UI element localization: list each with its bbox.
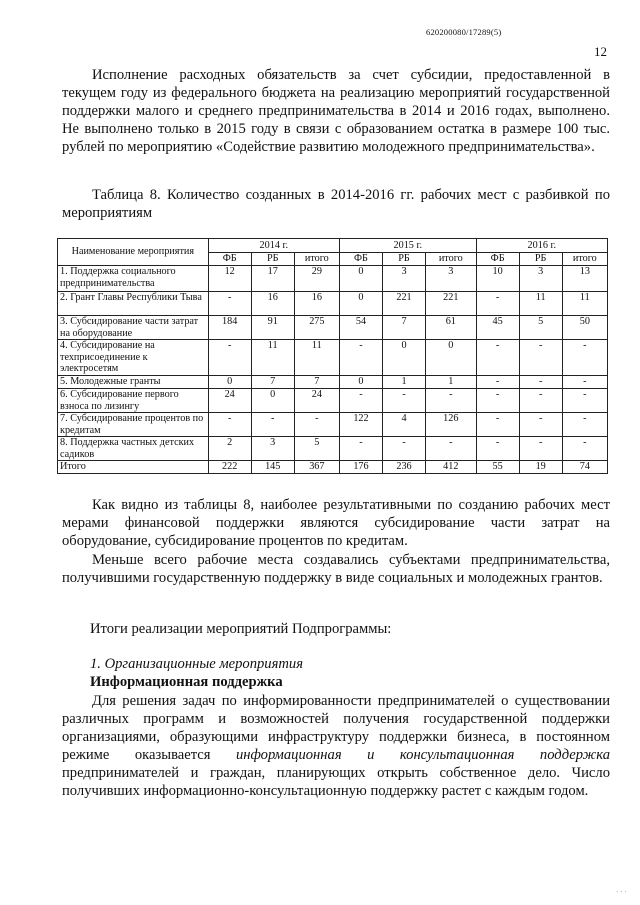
- row-event-name: 7. Субсидирование процентов по кредитам: [58, 413, 209, 437]
- table-cell: 24: [294, 389, 339, 413]
- paragraph-text: Исполнение расходных обязательств за счет субсидии, предоставленной в текущем году из федерального бюджета на реализацию мероприятий государственной поддержки малого и среднего предпринимательства в 2014 и 2016 годах, выполнено. Не выполнено только в 2015 году в связи с образованием остатка в размере 100 тыс. рублей по мероприятию «Содействие развитию молодежного предпринимательства».: [62, 67, 610, 155]
- table-cell: -: [562, 437, 607, 461]
- table-cell: 5: [294, 437, 339, 461]
- table-cell: 236: [382, 461, 425, 474]
- table-cell: 0: [339, 266, 382, 292]
- emphasis-text: информационная и консультационная поддержка: [235, 747, 610, 763]
- paragraph-text: Как видно из таблицы 8, наиболее результативными по созданию рабочих мест мерами финансовой поддержки являются субсидирование части затрат на оборудование, субсидирование процентов по кредитам.: [62, 497, 610, 549]
- table-cell: 7: [294, 376, 339, 389]
- table-cell: 221: [382, 292, 425, 316]
- table-cell: -: [519, 340, 562, 376]
- table-cell: 55: [476, 461, 519, 474]
- header-year-2016: 2016 г.: [476, 239, 607, 253]
- header-rb: РБ: [519, 253, 562, 266]
- row-event-name: 1. Поддержка социального предпринимательства: [58, 266, 209, 292]
- page-number: 12: [594, 44, 607, 59]
- paragraph-subsidy-execution: [62, 66, 610, 156]
- table-cell: -: [476, 413, 519, 437]
- table-cell: -: [382, 437, 425, 461]
- table-cell: 275: [294, 316, 339, 340]
- table-cell: 184: [208, 316, 251, 340]
- table-cell: -: [208, 340, 251, 376]
- paragraph-least-effective: [62, 551, 610, 587]
- table-cell: 145: [251, 461, 294, 474]
- table-cell: 54: [339, 316, 382, 340]
- table-cell: 0: [339, 292, 382, 316]
- table-cell: 29: [294, 266, 339, 292]
- table-cell: 50: [562, 316, 607, 340]
- row-event-name: 3. Субсидирование части затрат на оборудование: [58, 316, 209, 340]
- table-cell: -: [339, 340, 382, 376]
- header-year-2014: 2014 г.: [208, 239, 339, 253]
- table-cell: 122: [339, 413, 382, 437]
- table-cell: 3: [519, 266, 562, 292]
- table-cell: 12: [208, 266, 251, 292]
- row-event-name: 2. Грант Главы Республики Тыва: [58, 292, 209, 316]
- table-cell: -: [562, 340, 607, 376]
- table-cell: 7: [251, 376, 294, 389]
- header-fb: ФБ: [208, 253, 251, 266]
- table-cell: 367: [294, 461, 339, 474]
- row-event-name: 5. Молодежные гранты: [58, 376, 209, 389]
- header-total: итого: [426, 253, 477, 266]
- table-row: [58, 292, 608, 316]
- table-cell: -: [519, 413, 562, 437]
- table-cell: 17: [251, 266, 294, 292]
- table-cell: -: [426, 389, 477, 413]
- table-cell: 1: [382, 376, 425, 389]
- table-cell: 2: [208, 437, 251, 461]
- table-cell: 0: [339, 376, 382, 389]
- table-cell: 3: [382, 266, 425, 292]
- scan-mark: · · ·: [616, 888, 627, 896]
- table-cell: 412: [426, 461, 477, 474]
- table-cell: -: [519, 437, 562, 461]
- jobs-created-table: [57, 238, 608, 474]
- table-cell: -: [562, 413, 607, 437]
- row-event-name: Итого: [58, 461, 209, 474]
- table-cell: 3: [251, 437, 294, 461]
- table-row: [58, 376, 608, 389]
- table-cell: 11: [519, 292, 562, 316]
- table-cell: 11: [251, 340, 294, 376]
- table-cell: -: [476, 389, 519, 413]
- table-cell: -: [519, 389, 562, 413]
- table-cell: 61: [426, 316, 477, 340]
- table-cell: -: [251, 413, 294, 437]
- table-cell: -: [476, 292, 519, 316]
- header-year-2015: 2015 г.: [339, 239, 476, 253]
- table-row: [58, 266, 608, 292]
- table-cell: 0: [251, 389, 294, 413]
- paragraph-text: Меньше всего рабочие места создавались субъектами предпринимательства, получившими государственную поддержку в виде социальных и молодежных грантов.: [62, 552, 610, 586]
- table-cell: 45: [476, 316, 519, 340]
- table-cell: -: [476, 376, 519, 389]
- table-cell: -: [562, 389, 607, 413]
- section-heading-organizational: 1. Организационные мероприятия: [90, 656, 304, 672]
- header-fb: ФБ: [476, 253, 519, 266]
- table-cell: 1: [426, 376, 477, 389]
- table-cell: -: [208, 292, 251, 316]
- table-cell: 24: [208, 389, 251, 413]
- table-cell: 176: [339, 461, 382, 474]
- paragraph-text: Для решения задач по информированности предпринимателей о существовании различных программ и возможностей получения государственной поддержки организациями, образующими инфраструктуру поддержки бизнеса, в постоянном режиме оказывается: [62, 693, 610, 763]
- table-cell: 13: [562, 266, 607, 292]
- table-cell: 222: [208, 461, 251, 474]
- table-cell: 7: [382, 316, 425, 340]
- table-cell: 91: [251, 316, 294, 340]
- table-row: [58, 437, 608, 461]
- paragraph-most-effective: [62, 496, 610, 550]
- document-id: 620200080/17289(5): [426, 27, 502, 37]
- table-cell: 5: [519, 316, 562, 340]
- section-intro: Итоги реализации мероприятий Подпрограммы:: [90, 621, 392, 637]
- table-cell: -: [382, 389, 425, 413]
- table-body: [58, 266, 608, 474]
- table-cell: -: [476, 340, 519, 376]
- table-cell: -: [476, 437, 519, 461]
- header-total: итого: [294, 253, 339, 266]
- table-cell: 0: [208, 376, 251, 389]
- table-cell: 126: [426, 413, 477, 437]
- table-caption: [62, 186, 610, 222]
- table-cell: 10: [476, 266, 519, 292]
- paragraph-text: предпринимателей и граждан, планирующих открыть собственное дело. Число получивших информационно-консультационную поддержку растет с каждым годом.: [62, 765, 610, 799]
- table-cell: -: [208, 413, 251, 437]
- table-cell: -: [339, 389, 382, 413]
- table-cell: -: [519, 376, 562, 389]
- table-row: [58, 340, 608, 376]
- table-cell: 0: [426, 340, 477, 376]
- table-cell: -: [562, 376, 607, 389]
- table-cell: 19: [519, 461, 562, 474]
- table-cell: 74: [562, 461, 607, 474]
- table-row: [58, 461, 608, 474]
- table-cell: 16: [294, 292, 339, 316]
- table-row: [58, 413, 608, 437]
- table-cell: 3: [426, 266, 477, 292]
- caption-text: Таблица 8. Количество созданных в 2014-2016 гг. рабочих мест с разбивкой по мероприятиям: [62, 187, 610, 221]
- table-cell: -: [339, 437, 382, 461]
- header-fb: ФБ: [339, 253, 382, 266]
- table-cell: 11: [562, 292, 607, 316]
- row-event-name: 8. Поддержка частных детских садиков: [58, 437, 209, 461]
- table-cell: 0: [382, 340, 425, 376]
- table-cell: 16: [251, 292, 294, 316]
- header-rb: РБ: [251, 253, 294, 266]
- table-row: [58, 316, 608, 340]
- table-cell: 4: [382, 413, 425, 437]
- row-event-name: 4. Субсидирование на техприсоединение к электросетям: [58, 340, 209, 376]
- table-cell: 221: [426, 292, 477, 316]
- header-total: итого: [562, 253, 607, 266]
- row-event-name: 6. Субсидирование первого взноса по лизингу: [58, 389, 209, 413]
- table-cell: -: [294, 413, 339, 437]
- paragraph-info-support: [62, 692, 610, 800]
- subsection-heading-info-support: Информационная поддержка: [90, 674, 283, 690]
- header-event-name: Наименование мероприятия: [58, 239, 209, 266]
- header-rb: РБ: [382, 253, 425, 266]
- table-row: [58, 389, 608, 413]
- table-cell: -: [426, 437, 477, 461]
- table-cell: 11: [294, 340, 339, 376]
